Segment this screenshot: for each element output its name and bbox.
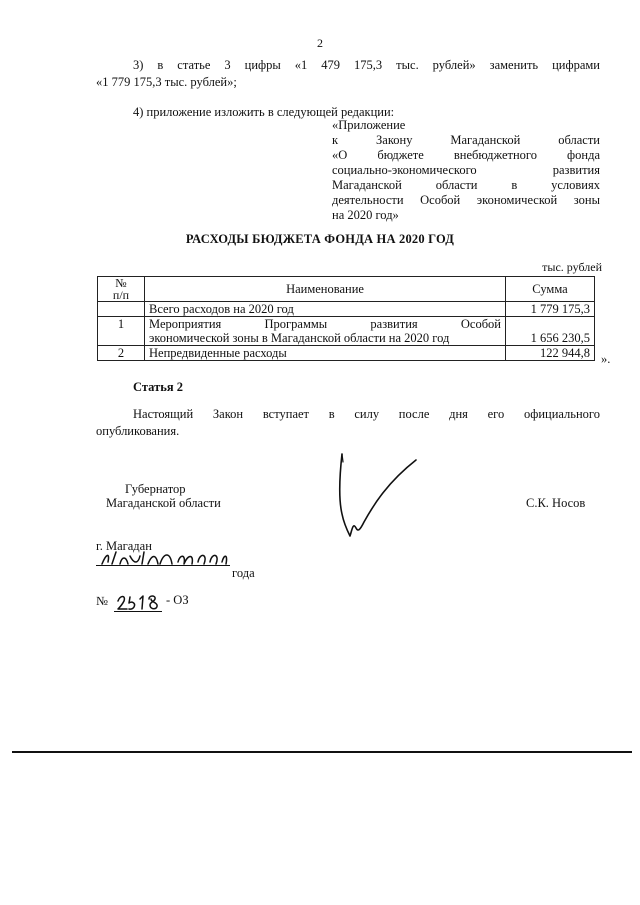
row-number: 2 [98, 346, 145, 361]
table-row [98, 302, 595, 317]
header-sum: Сумма [506, 277, 595, 302]
item-3-line-2: «1 779 175,3 тыс. рублей»; [96, 75, 237, 89]
appendix-heading [332, 118, 600, 223]
row-sum: 1 656 230,5 [506, 317, 595, 346]
appendix-line: «Приложение [332, 118, 406, 132]
governor-name: С.К. Носов [526, 496, 586, 510]
appendix-line: Магаданской области в условиях [332, 178, 600, 192]
page-number: 2 [317, 36, 323, 50]
number-sign: № [96, 594, 108, 608]
header-number [98, 277, 145, 302]
row-name [145, 317, 506, 346]
table-header-row [98, 277, 595, 302]
place-of-signing: г. Магадан [96, 539, 152, 553]
date-suffix: года [232, 566, 255, 580]
header-name: Наименование [145, 277, 506, 302]
item-4-text: 4) приложение изложить в следующей редакции: [133, 105, 395, 119]
closing-quote-mark: ». [601, 352, 611, 366]
appendix-line: к Закону Магаданской области [332, 133, 600, 147]
row-sum: 1 779 175,3 [506, 302, 595, 317]
footer-rule [12, 751, 632, 753]
article-text-line-1: Настоящий Закон вступает в силу после дня его официального [133, 407, 600, 421]
row-number [98, 302, 145, 317]
article-text-line-2: опубликования. [96, 424, 180, 438]
row-name-line: экономической зоны в Магаданской области на 2020 год [149, 331, 450, 345]
article-heading: Статья 2 [133, 380, 183, 394]
row-number: 1 [98, 317, 145, 346]
table-row [98, 317, 595, 346]
governor-region: Магаданской области [106, 496, 221, 510]
appendix-line: социально-экономического развития [332, 163, 600, 177]
table-row [98, 346, 595, 361]
handwritten-law-number [116, 591, 162, 613]
row-name: Всего расходов на 2020 год [145, 302, 506, 317]
budget-table [97, 276, 595, 361]
appendix-line: деятельности Особой экономической зоны [332, 193, 600, 207]
signature-image [330, 452, 420, 544]
header-number-line: п/п [112, 288, 130, 302]
header-number-line: № [115, 276, 127, 290]
table-title: РАСХОДЫ БЮДЖЕТА ФОНДА НА 2020 ГОД [185, 232, 455, 246]
item-3-line-1: 3) в статье 3 цифры «1 479 175,3 тыс. рублей» заменить цифрами [133, 58, 600, 72]
number-underline [114, 611, 162, 612]
number-suffix: - ОЗ [166, 593, 189, 607]
date-underline [96, 565, 230, 566]
row-name: Непредвиденные расходы [145, 346, 506, 361]
row-sum: 122 944,8 [506, 346, 595, 361]
unit-label: тыс. рублей [542, 260, 602, 274]
row-name-line: Мероприятия Программы развития Особой [149, 317, 501, 331]
governor-title: Губернатор [125, 482, 186, 496]
appendix-line: на 2020 год» [332, 208, 399, 222]
appendix-line: «О бюджете внебюджетного фонда [332, 148, 600, 162]
